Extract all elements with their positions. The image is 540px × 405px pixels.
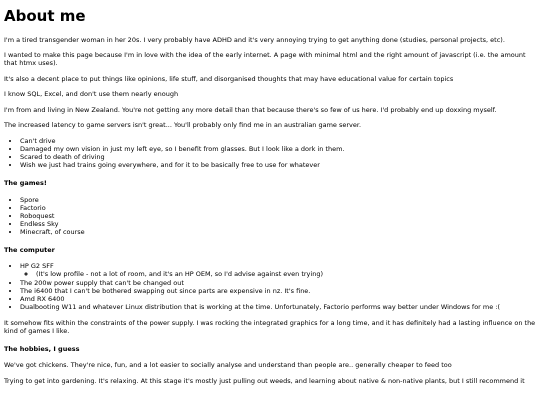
- list-item: • Scared to death of driving: [20, 153, 536, 161]
- games-list: [4, 196, 536, 237]
- list-item: ◦ (It's low profile - not a lot of room, and it's an HP OEM, so I'd advise against even trying): [36, 270, 536, 278]
- games-heading: The games!: [4, 179, 47, 188]
- list-item: • Can't drive: [20, 137, 536, 145]
- list-item: • Endless Sky: [20, 220, 536, 228]
- list-item: • Dualbooting W11 and whatever Linux distribution that is working at the time. Unfortunately, Factorio performs way better under Windows for me :(: [20, 303, 536, 311]
- list-item: • Minecraft, of course: [20, 228, 536, 236]
- intro-paragraph: I'm a tired transgender woman in her 20s. I very probably have ADHD and it's very annoying trying to get anything done (studies, personal projects, etc).: [4, 35, 505, 44]
- list-item: [20, 262, 536, 278]
- hobbies-paragraph: We've got chickens. They're nice, fun, and a lot easier to socially analyse and understand than people are.. generally cheaper to feed too: [4, 361, 452, 370]
- facts-list: [4, 137, 536, 170]
- list-item: • Amd RX 6400: [20, 295, 536, 303]
- list-item: • The 200w power supply that can't be changed out: [20, 279, 536, 287]
- list-item-label: HP G2 SFF: [20, 262, 54, 271]
- hobbies-heading: The hobbies, I guess: [4, 345, 80, 354]
- list-item: • Factorio: [20, 204, 536, 212]
- list-item: • Spore: [20, 196, 536, 204]
- intro-paragraph: The increased latency to game servers isn't great... You'll probably only find me in an australian game server.: [4, 121, 362, 130]
- list-item: • Roboquest: [20, 212, 536, 220]
- list-item: • The i6400 that I can't be bothered swapping out since parts are expensive in nz. It's fine.: [20, 287, 536, 295]
- intro-paragraph: I know SQL, Excel, and don't use them nearly enough: [4, 90, 179, 99]
- page-title: About me: [4, 7, 86, 25]
- computer-heading: The computer: [4, 246, 55, 255]
- intro-paragraph: I wanted to make this page because I'm in love with the idea of the early internet. A page with minimal html and the right amount of javascript (i.e. the amount that htmx uses).: [4, 51, 526, 68]
- intro-paragraph: It's also a decent place to put things like opinions, life stuff, and disorganised thoughts that may have educational value for certain topics: [4, 74, 454, 83]
- list-item: • Damaged my own vision in just my left eye, so I benefit from glasses. But I look like a dork in them.: [20, 145, 536, 153]
- hobbies-paragraph: Trying to get into gardening. It's relaxing. At this stage it's mostly just pulling out weeds, and learning about native & non-native plants, but I still recommend it: [4, 376, 525, 385]
- intro-paragraph: I'm from and living in New Zealand. You're not getting any more detail than that because there's so few of us here. I'd probably end up doxxing myself.: [4, 105, 497, 114]
- computer-sublist: [20, 270, 536, 278]
- computer-paragraph: It somehow fits within the constraints of the power supply. I was rocking the integrated graphics for a long time, and it has definitely had a lasting influence on the kind of games I like.: [4, 319, 536, 336]
- list-item: • Wish we just had trains going everywhere, and for it to be basically free to use for whatever: [20, 161, 536, 169]
- computer-list: [4, 262, 536, 311]
